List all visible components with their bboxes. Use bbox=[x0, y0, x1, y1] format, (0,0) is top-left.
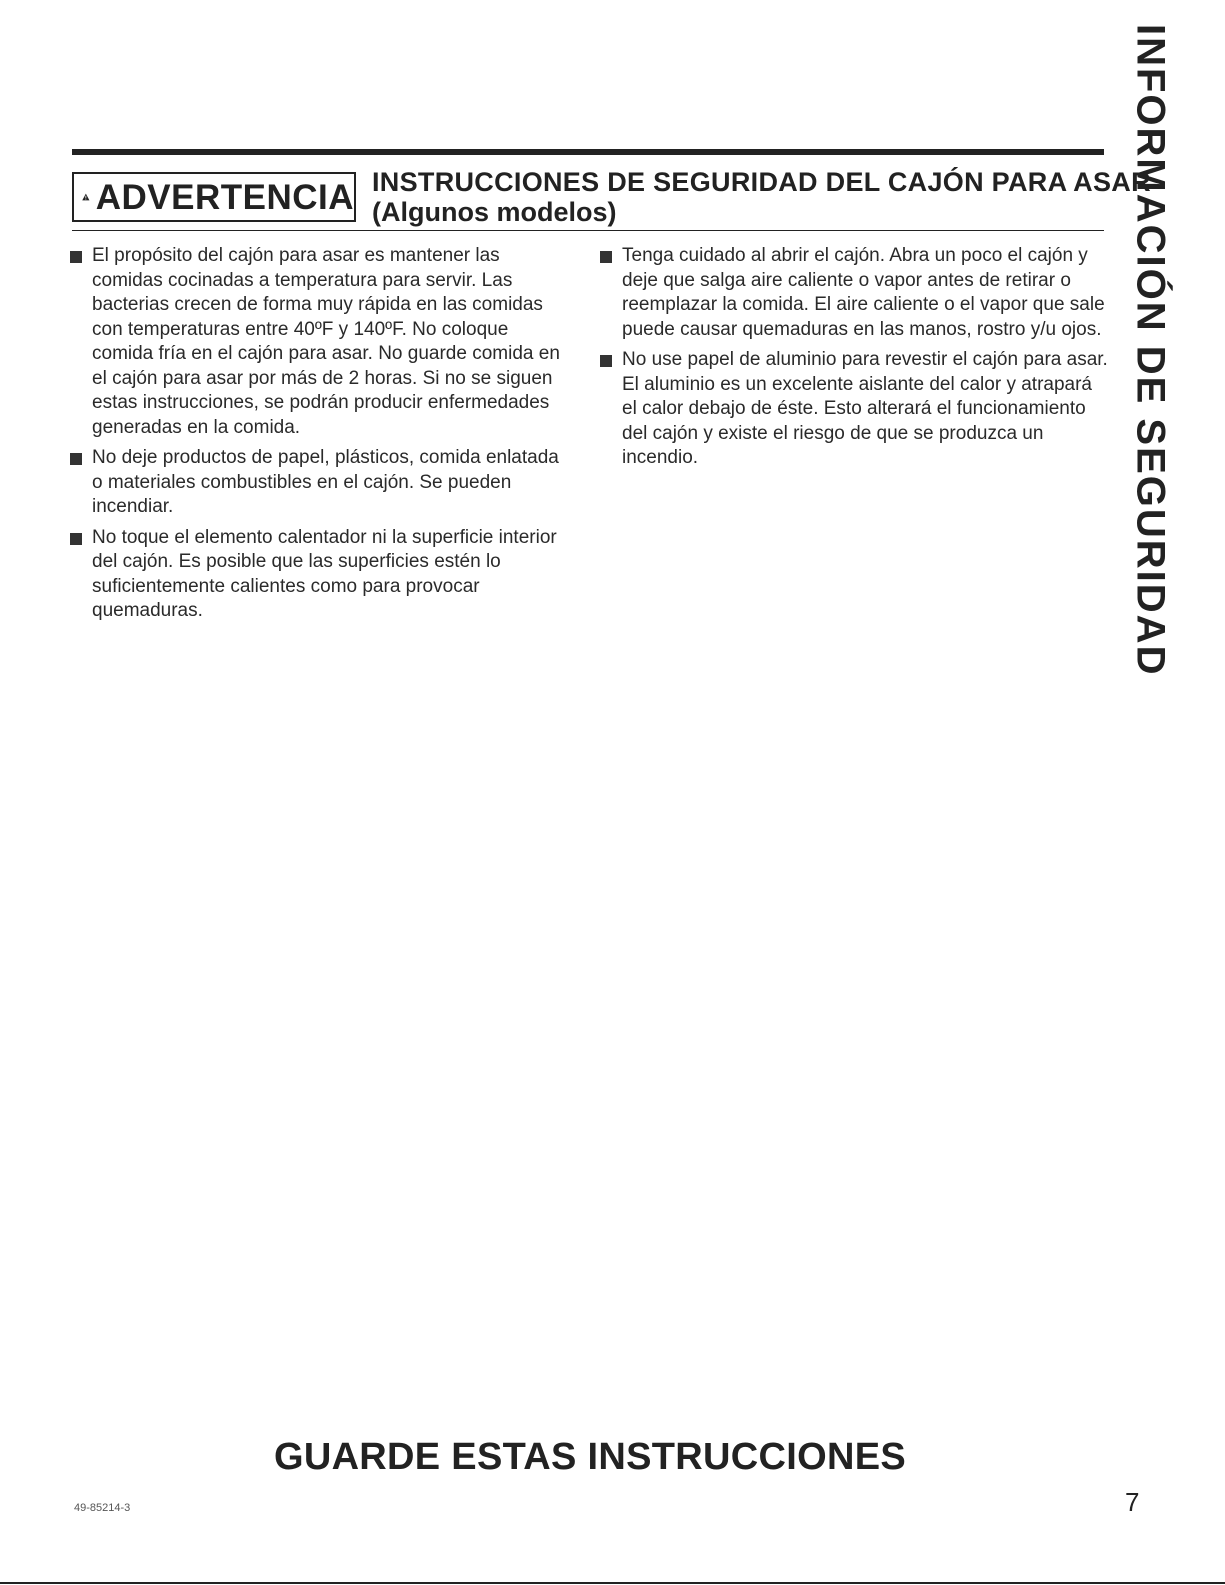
section-subtitle: (Algunos modelos) bbox=[372, 197, 617, 227]
bullet-text: No deje productos de papel, plásticos, comida enlatada o materiales combustibles en el cajón. Se pueden incendiar. bbox=[92, 447, 559, 517]
square-bullet-icon bbox=[600, 355, 612, 367]
warning-triangle-icon bbox=[82, 183, 90, 211]
top-rule bbox=[72, 149, 1104, 155]
warning-label: ADVERTENCIA bbox=[95, 177, 354, 217]
left-column bbox=[70, 244, 570, 630]
side-section-tab bbox=[1120, 23, 1180, 677]
square-bullet-icon bbox=[70, 453, 82, 465]
square-bullet-icon bbox=[600, 251, 612, 263]
header-divider bbox=[72, 230, 1104, 231]
side-tab-label: INFORMACIÓN DE SEGURIDAD bbox=[1128, 23, 1173, 677]
list-item bbox=[600, 348, 1110, 471]
bullet-text: El propósito del cajón para asar es mantener las comidas cocinadas a temperatura para servir. Las bacterias crecen de forma muy rápida en las comidas con temperaturas entre 40ºF y 140ºF. No coloque comida fría en el cajón para asar. No guarde comida en el cajón para asar por más de 2 horas. Si no se siguen estas instrucciones, se podrán producir enfermedades generadas en la comida. bbox=[92, 245, 560, 438]
right-column bbox=[600, 244, 1110, 477]
list-item bbox=[70, 526, 570, 624]
list-item bbox=[600, 244, 1110, 342]
warning-label-box bbox=[72, 172, 356, 222]
list-item bbox=[70, 244, 570, 440]
list-item bbox=[70, 446, 570, 520]
page-number: 7 bbox=[1125, 1487, 1140, 1517]
bullet-text: No toque el elemento calentador ni la superficie interior del cajón. Es posible que las superficies estén lo suficientemente calientes como para provocar quemaduras. bbox=[92, 526, 557, 621]
bottom-rule bbox=[0, 1582, 1225, 1584]
square-bullet-icon bbox=[70, 533, 82, 545]
bullet-text: No use papel de aluminio para revestir el cajón para asar. El aluminio es un excelente aislante del calor y atrapará el calor debajo de éste. Esto alterará el funcionamiento del cajón y existe el riesgo de que se produzca un incendio. bbox=[622, 349, 1108, 468]
bullet-text: Tenga cuidado al abrir el cajón. Abra un poco el cajón y deje que salga aire caliente o vapor antes de retirar o reemplazar la comida. El aire caliente o el vapor que sale puede causar quemaduras en las manos, rostro y/u ojos. bbox=[622, 245, 1105, 340]
footer-title: GUARDE ESTAS INSTRUCCIONES bbox=[273, 1436, 907, 1478]
section-title: INSTRUCCIONES DE SEGURIDAD DEL CAJÓN PARA ASAR bbox=[372, 167, 1151, 197]
square-bullet-icon bbox=[70, 251, 82, 263]
document-code: 49-85214-3 bbox=[74, 1502, 131, 1514]
